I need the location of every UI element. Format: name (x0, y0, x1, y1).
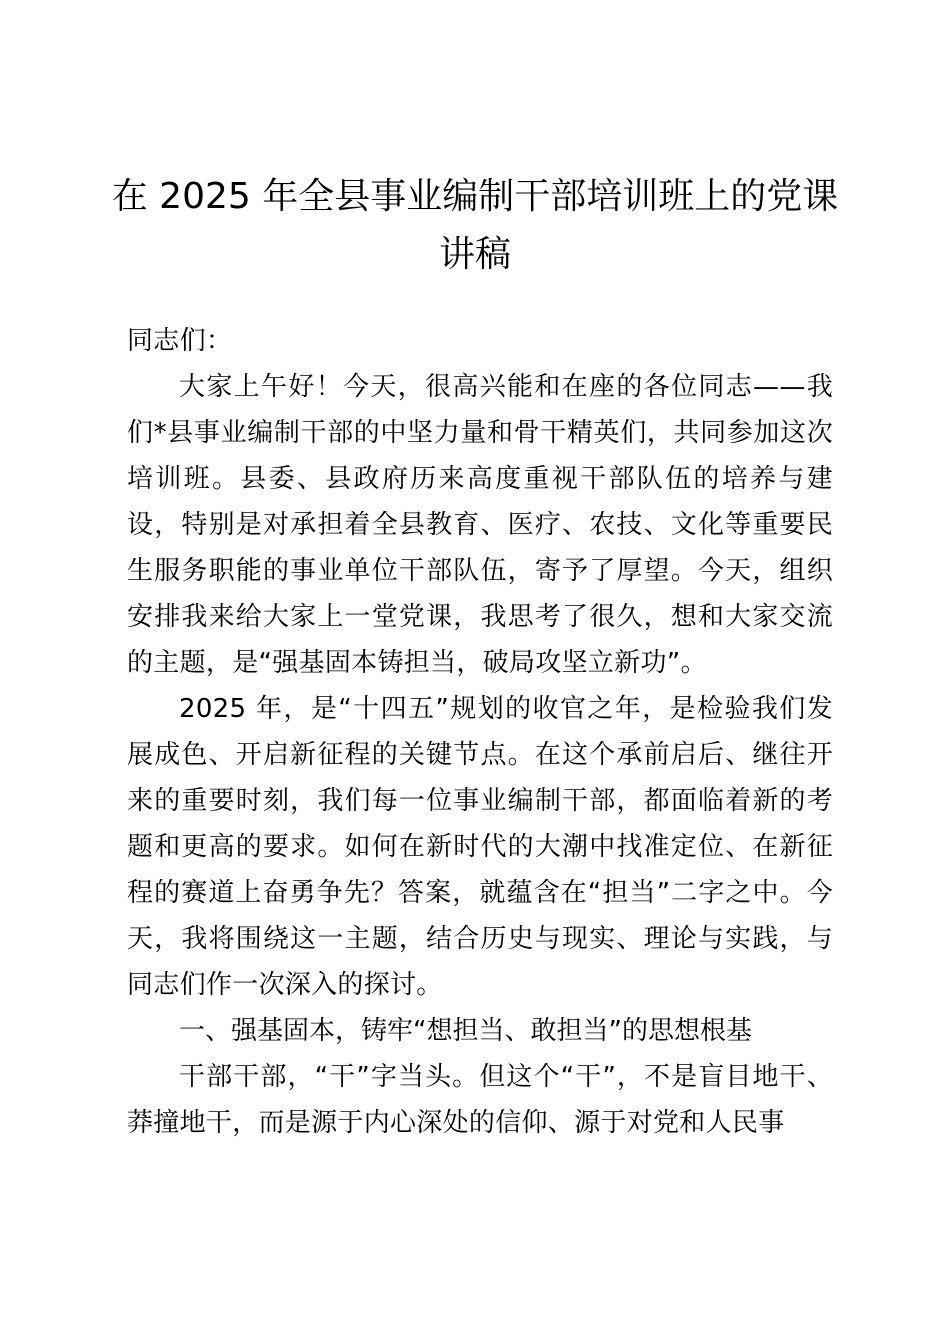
salutation: 同志们： (127, 326, 233, 356)
document-title: 在 2025 年全县事业编制干部培训班上的党课讲稿 (111, 176, 839, 275)
document-body (127, 318, 833, 1146)
paragraph-context: 2025 年，是“十四五”规划的收官之年，是检验我们发展成色、开启新征程的关键节点。在这个承前启后、继往开来的重要时刻，我们每一位事业编制干部，都面临着新的考题和更高的要求。如何在新时代的大潮中找准定位、在新征程的赛道上奋勇争先？答案，就蕴含在“担当”二字之中。今天，我将围绕这一主题，结合历史与现实、理论与实践，与同志们作一次深入的探讨。 (127, 694, 833, 1000)
section-paragraph: 干部干部，“干”字当头。但这个“干”，不是盲目地干、莽撞地干，而是源于内心深处的信仰、源于对党和人民事 (127, 1062, 833, 1138)
section-heading: 一、强基固本，铸牢“想担当、敢担当”的思想根基 (179, 1016, 752, 1046)
paragraph-opening: 大家上午好！今天，很高兴能和在座的各位同志——我们*县事业编制干部的中坚力量和骨干精英们，共同参加这次培训班。县委、县政府历来高度重视干部队伍的培养与建设，特别是对承担着全县教育、医疗、农技、文化等重要民生服务职能的事业单位干部队伍，寄予了厚望。今天，组织安排我来给大家上一堂党课，我思考了很久，想和大家交流的主题，是“强基固本铸担当，破局攻坚立新功”。 (127, 372, 833, 678)
